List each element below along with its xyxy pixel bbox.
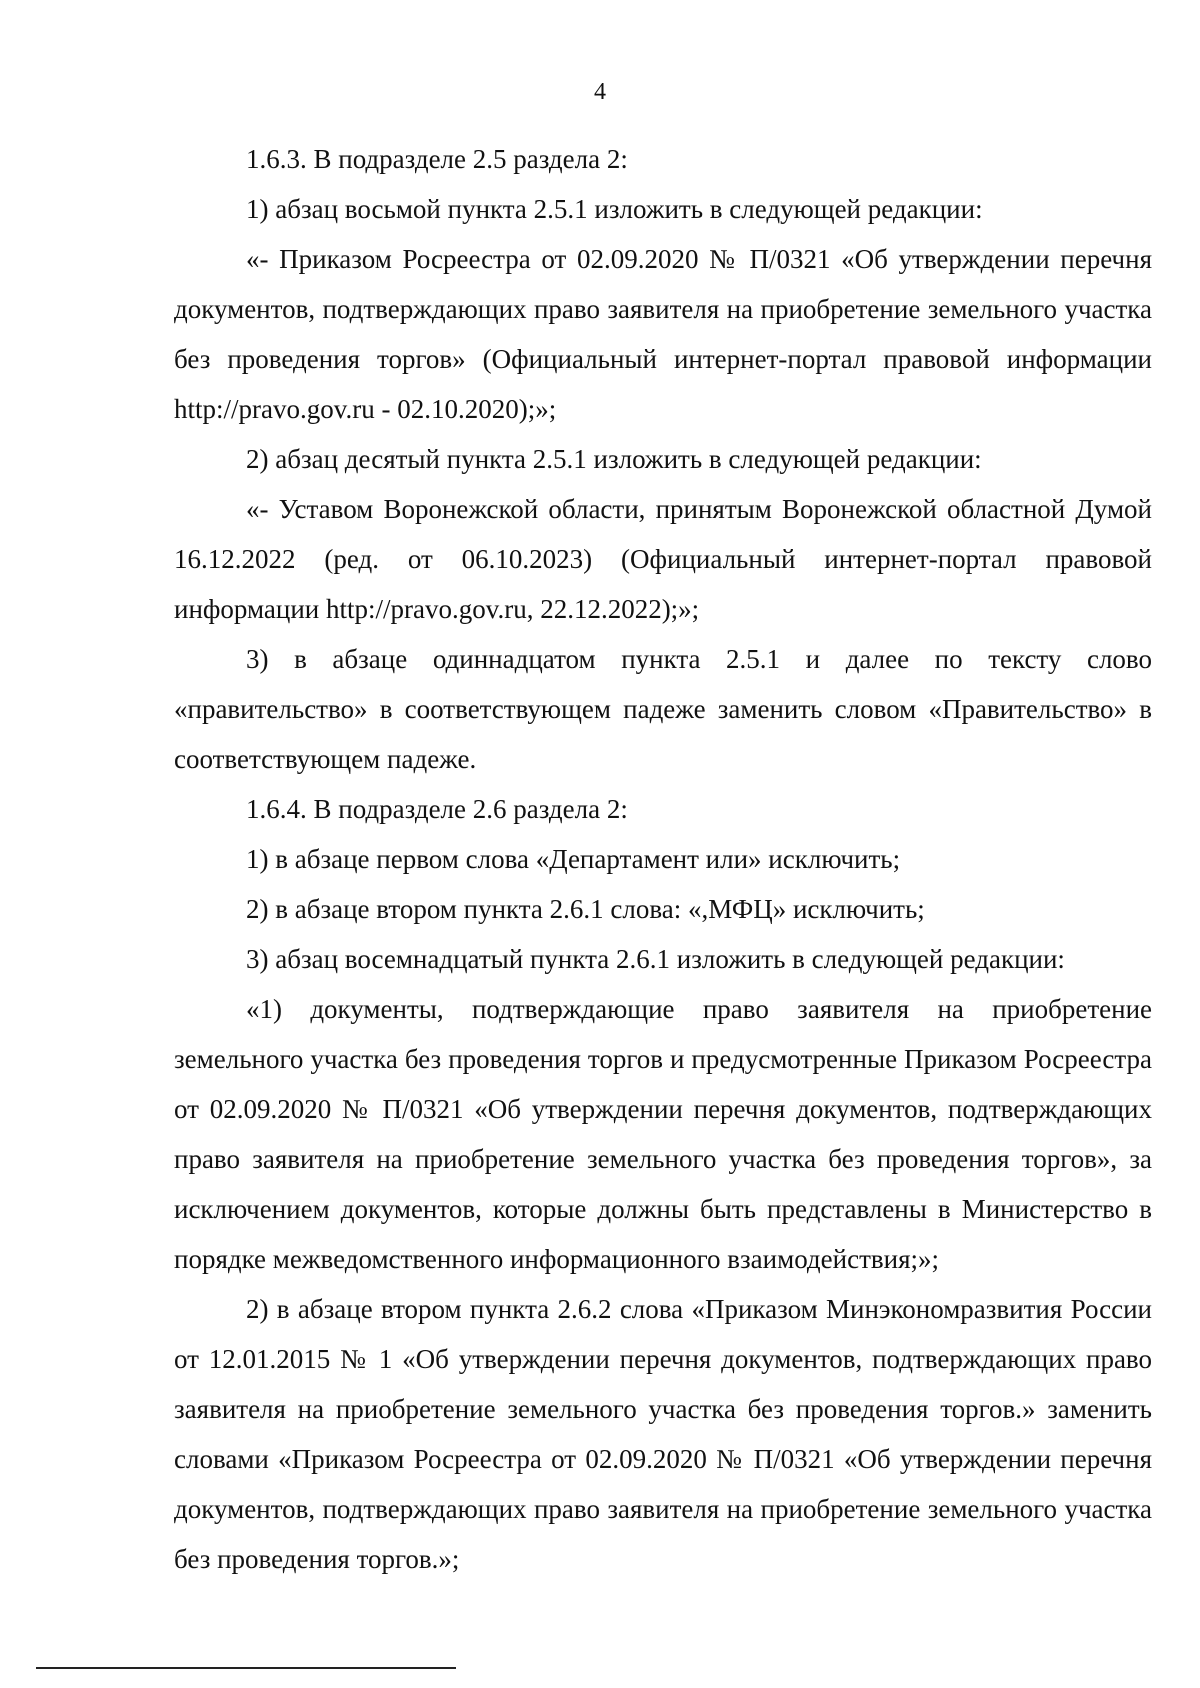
quoted-text: «1) документы, подтверждающие право заявителя на приобретение земельного участка без проведения торгов и предусмотренные Приказом Росреестра от 02.09.2020 № П/0321 «Об утверждении перечня документов, подтверждающих право заявителя на приобретение земельного участка без проведения торгов», за исключением документов, которые должны быть представлены в Министерство в порядке межведомственного информационного взаимодействия;»;	[174, 994, 1152, 1274]
amendment-item: 2) в абзаце втором пункта 2.6.2 слова «Приказом Минэкономразвития России от 12.01.2015 № 1 «Об утверждении перечня документов, подтверждающих право заявителя на приобретение земельного участка без проведения торгов.» заменить словами «Приказом Росреестра от 02.09.2020 № П/0321 «Об утверждении перечня документов, подтверждающих право заявителя на приобретение земельного участка без проведения торгов.»;	[174, 1294, 1152, 1574]
section-heading-1-6-3: 1.6.3. В подразделе 2.5 раздела 2:	[246, 144, 628, 174]
amendment-item: 2) абзац десятый пункта 2.5.1 изложить в следующей редакции:	[246, 444, 982, 474]
quoted-text: «- Уставом Воронежской области, принятым Воронежской областной Думой 16.12.2022 (ред. от 06.10.2023) (Официальный интернет-портал правовой информации http://pravo.gov.ru, 22.12.2022);»;	[174, 494, 1152, 624]
amendment-item: 3) абзац восемнадцатый пункта 2.6.1 изложить в следующей редакции:	[246, 944, 1065, 974]
amendment-item: 3) в абзаце одиннадцатом пункта 2.5.1 и далее по тексту слово «правительство» в соответствующем падеже заменить словом «Правительство» в соответствующем падеже.	[174, 644, 1152, 774]
quoted-text: «- Приказом Росреестра от 02.09.2020 № П/0321 «Об утверждении перечня документов, подтверждающих право заявителя на приобретение земельного участка без проведения торгов» (Официальный интернет-портал правовой информации http://pravo.gov.ru - 02.10.2020);»;	[174, 244, 1152, 424]
amendment-item: 2) в абзаце втором пункта 2.6.1 слова: «,МФЦ» исключить;	[246, 894, 925, 924]
section-heading-1-6-4: 1.6.4. В подразделе 2.6 раздела 2:	[246, 794, 628, 824]
document-body	[174, 134, 1152, 1584]
amendment-item: 1) абзац восьмой пункта 2.5.1 изложить в следующей редакции:	[246, 194, 983, 224]
footer-divider	[36, 1667, 456, 1669]
page-number: 4	[594, 79, 606, 105]
amendment-item: 1) в абзаце первом слова «Департамент или» исключить;	[246, 844, 901, 874]
